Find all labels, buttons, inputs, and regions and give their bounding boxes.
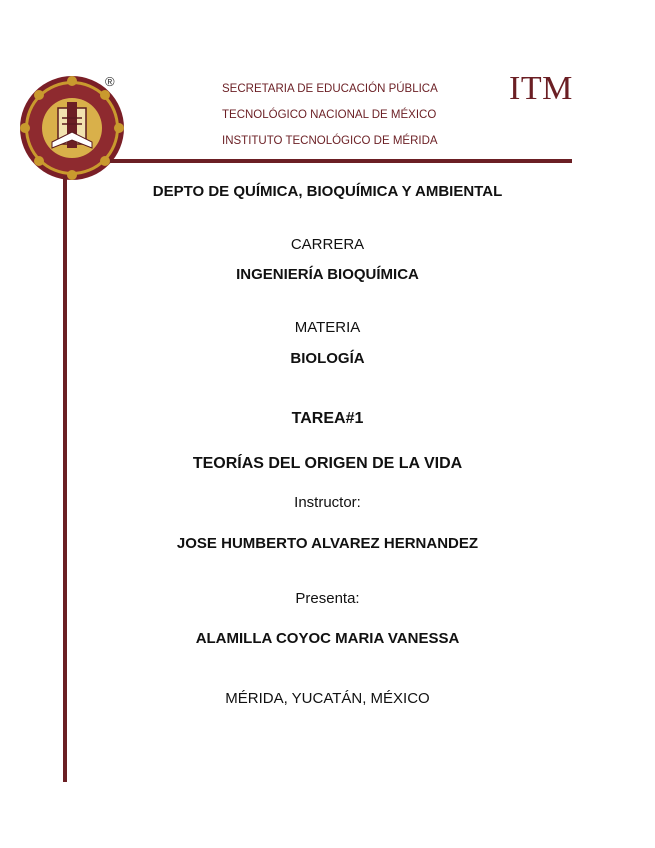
- instructor-name: JOSE HUMBERTO ALVAREZ HERNANDEZ: [176, 535, 479, 552]
- header-line-sep: SECRETARIA DE EDUCACIÓN PÚBLICA: [222, 83, 438, 95]
- presenter-name: ALAMILLA COYOC MARIA VANESSA: [195, 630, 460, 647]
- carrera-label: CARRERA: [290, 236, 365, 253]
- header-line-itm: INSTITUTO TECNOLÓGICO DE MÉRIDA: [222, 135, 438, 147]
- carrera-value: INGENIERÍA BIOQUÍMICA: [236, 266, 419, 283]
- assignment-topic: TEORÍAS DEL ORIGEN DE LA VIDA: [192, 455, 463, 472]
- assignment-number: TAREA#1: [291, 410, 364, 427]
- registered-mark: ®: [105, 74, 115, 89]
- horizontal-rule: [110, 159, 572, 163]
- itm-acronym: ITM: [509, 70, 573, 107]
- department-title: DEPTO DE QUÍMICA, BIOQUÍMICA Y AMBIENTAL: [152, 183, 503, 200]
- materia-value: BIOLOGÍA: [290, 350, 365, 367]
- institution-header-lines: [222, 76, 472, 154]
- materia-label: MATERIA: [294, 319, 361, 336]
- location-line: MÉRIDA, YUCATÁN, MÉXICO: [225, 690, 430, 707]
- institute-seal-logo: [18, 74, 126, 182]
- instructor-label: Instructor:: [294, 494, 361, 511]
- presenter-label: Presenta:: [295, 590, 360, 607]
- header-line-tecnm: TECNOLÓGICO NACIONAL DE MÉXICO: [222, 109, 437, 121]
